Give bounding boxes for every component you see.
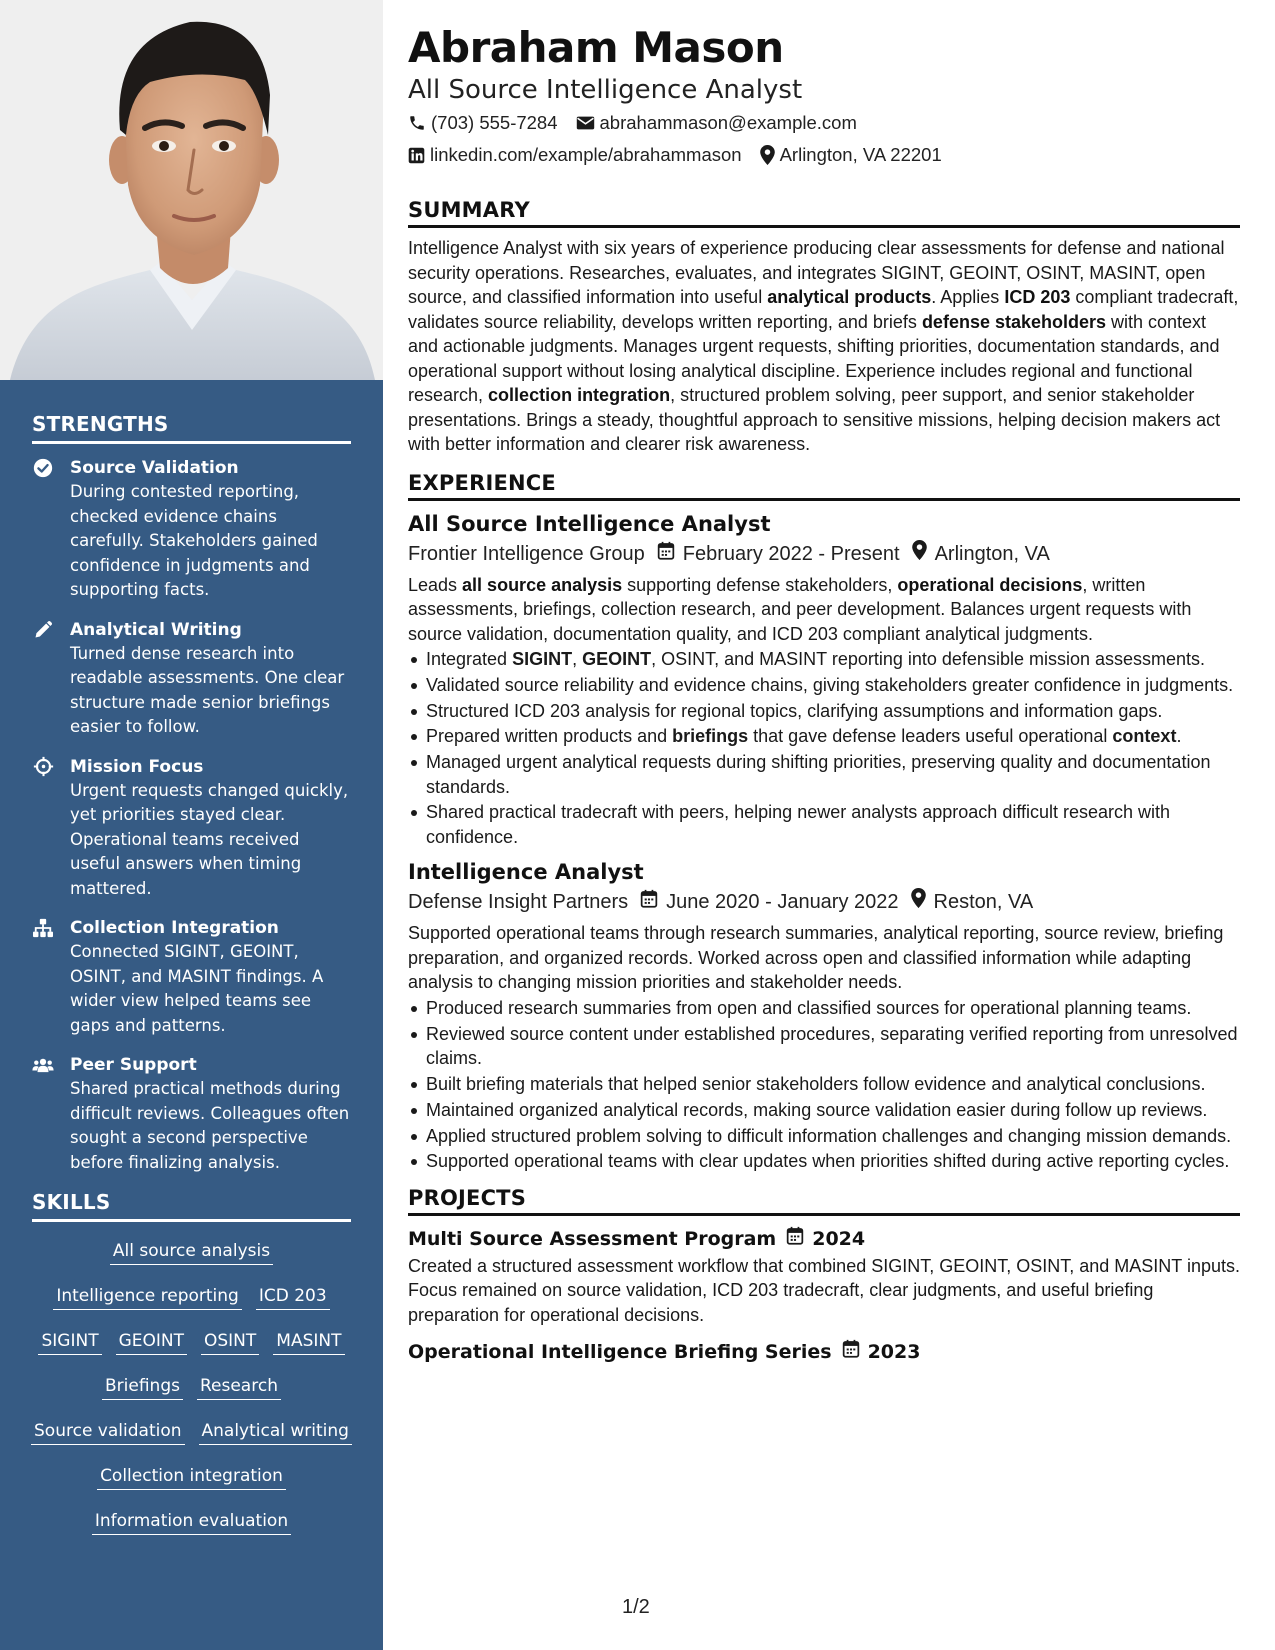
bullet-item: [408, 724, 1240, 749]
jobs-list: [408, 509, 1240, 1174]
text-run: Managed urgent analytical requests during shifting priorities, preserving quality and documentation standards.: [426, 752, 1211, 797]
phone-number: (703) 555-7284: [431, 112, 558, 133]
company-name: Frontier Intelligence Group: [408, 542, 645, 565]
bullet-item: [408, 750, 1240, 799]
summary-heading: SUMMARY: [408, 198, 1240, 228]
job-location: [912, 539, 1050, 569]
text-run: Structured ICD 203 analysis for regional topics, clarifying assumptions and information gaps.: [426, 700, 1163, 721]
skill-tag: SIGINT: [38, 1330, 101, 1355]
company-name: Defense Insight Partners: [408, 891, 629, 914]
text-run: Integrated: [426, 649, 513, 669]
profile-photo: [0, 0, 383, 380]
pencil-icon: [32, 619, 54, 641]
skill-row: [97, 1455, 286, 1500]
text-run: Produced research summaries from open and classified sources for operational planning teams.: [426, 997, 1192, 1018]
map-pin-icon: [760, 145, 775, 165]
bullet-item: [408, 1098, 1240, 1123]
skill-tag: Research: [197, 1375, 281, 1400]
text-run: Leads: [408, 574, 463, 595]
bold-text: GEOINT: [582, 649, 652, 669]
text-run: compliant tradecraft, validates source reliability, develops written reporting, and briefs: [408, 287, 1239, 332]
strengths-heading: STRENGTHS: [32, 412, 351, 444]
email-address: abrahammason@example.com: [599, 112, 857, 133]
skill-tag: Source validation: [31, 1420, 185, 1445]
project-title: Operational Intelligence Briefing Series: [408, 1341, 832, 1364]
envelope-icon: [576, 115, 595, 131]
job-bullets: [408, 996, 1240, 1174]
skill-tag: Collection integration: [97, 1465, 286, 1490]
bold-text: defense stakeholders: [921, 311, 1107, 332]
skill-row: [53, 1275, 329, 1320]
linkedin-icon: [408, 147, 425, 164]
bullet-item: [408, 1124, 1240, 1149]
bullet-item: [408, 996, 1240, 1021]
bold-text: SIGINT: [512, 649, 573, 669]
skills-heading: SKILLS: [32, 1190, 351, 1222]
text-run: Intelligence Analyst with six years of experience producing clear assessments for defense and national security operations. Researches, evaluates, and integrates SIGINT, GEOINT, OSINT, MASINT, open source, and classified information into useful: [408, 238, 1225, 307]
project-header: [408, 1224, 1240, 1254]
sidebar: [0, 0, 383, 1650]
summary-text: [408, 236, 1240, 457]
text-run: Prepared written products and: [426, 726, 673, 747]
text-run: supporting defense stakeholders,: [622, 574, 898, 595]
check-circle-icon: [32, 457, 54, 479]
job-meta: [408, 539, 1240, 569]
strength-description: During contested reporting, checked evidence chains carefully. Stakeholders gained confidence in judgments and supporting facts.: [70, 482, 318, 599]
job-dates: [640, 887, 898, 917]
strength-item: [32, 916, 351, 1038]
skills-tags: [32, 1230, 351, 1545]
users-icon: [32, 1054, 54, 1076]
bold-text: analytical products: [767, 287, 932, 307]
project-year-text: 2023: [867, 1341, 921, 1364]
strength-description: Urgent requests changed quickly, yet priorities stayed clear. Operational teams received useful answers when timing mattered.: [70, 780, 349, 898]
text-run: , written assessments, briefings, collection research, and peer development. Balances urgent requests with source validation, documentation quality, and ICD 203 compliant analytical judgments.: [408, 574, 1192, 644]
text-run: , OSINT, and MASINT reporting into defensible mission assessments.: [651, 649, 1206, 669]
bold-text: collection integration: [488, 385, 671, 405]
text-run: , structured problem solving, peer support, and senior stakeholder presentations. Brings a steady, thoughtful approach to sensitive missions, helping decision makers act with better information and clearer risk awareness.: [408, 385, 1221, 454]
text-run: with context and actionable judgments. Manages urgent requests, shifting priorities, documentation standards, and operational support without losing analytical discipline. Experience includes regional and functional research,: [408, 311, 1220, 405]
bullet-item: [408, 647, 1240, 672]
skill-row: [31, 1410, 352, 1455]
strength-title: Collection Integration: [70, 918, 279, 938]
bullet-item: [408, 1149, 1240, 1174]
strength-description: Shared practical methods during difficult reviews. Colleagues often sought a second perspective before finalizing analysis.: [70, 1079, 350, 1172]
text-run: ,: [572, 649, 583, 669]
job-entry: [408, 857, 1240, 1173]
skill-tag: Analytical writing: [199, 1420, 352, 1445]
candidate-role: All Source Intelligence Analyst: [408, 75, 803, 105]
calendar-icon: [657, 539, 675, 569]
skill-row: [102, 1365, 281, 1410]
bold-text: all source analysis: [462, 574, 623, 595]
linkedin-url: linkedin.com/example/abrahammason: [430, 144, 742, 165]
job-dates-text: June 2020 - January 2022: [666, 891, 899, 914]
sidebar-content: [32, 412, 351, 1545]
skills-section: [32, 1190, 351, 1545]
skill-row: [38, 1320, 344, 1365]
strengths-list: [32, 456, 351, 1175]
summary-section: [408, 198, 1240, 457]
strength-item: [32, 456, 351, 603]
text-run: Shared practical tradecraft with peers, helping newer analysts approach difficult research with confidence.: [426, 802, 1171, 847]
job-entry: [408, 509, 1240, 850]
projects-section: [408, 1186, 1240, 1368]
project-title: Multi Source Assessment Program: [408, 1227, 777, 1250]
main-content: [408, 22, 1240, 1367]
skill-tag: GEOINT: [116, 1330, 187, 1355]
map-pin-icon: [912, 539, 927, 569]
skill-tag: MASINT: [273, 1330, 344, 1355]
projects-heading: PROJECTS: [408, 1186, 1240, 1216]
bullet-item: [408, 1022, 1240, 1071]
job-location-text: Arlington, VA: [934, 542, 1050, 565]
strength-item: [32, 1053, 351, 1175]
experience-heading: EXPERIENCE: [408, 471, 1240, 501]
job-intro: [408, 573, 1240, 647]
skill-tag: All source analysis: [110, 1240, 273, 1265]
job-title: Intelligence Analyst: [408, 860, 644, 885]
job-title: All Source Intelligence Analyst: [408, 511, 771, 536]
text-run: that gave defense leaders useful operational: [748, 726, 1113, 747]
project-entry: [408, 1224, 1240, 1328]
phone-icon: [408, 114, 426, 132]
bullet-item: [408, 699, 1240, 724]
strength-title: Analytical Writing: [70, 619, 242, 640]
portrait-illustration: [0, 0, 383, 380]
skill-tag: Intelligence reporting: [53, 1285, 242, 1310]
job-meta: [408, 887, 1240, 917]
skill-tag: Information evaluation: [92, 1510, 291, 1535]
bullet-item: [408, 800, 1240, 849]
text-run: Applied structured problem solving to difficult information challenges and changing mission demands.: [426, 1125, 1232, 1146]
location-contact: [760, 140, 942, 170]
text-run: Reviewed source content under established procedures, separating verified reporting from unresolved claims.: [426, 1023, 1238, 1069]
project-entry: [408, 1337, 1240, 1367]
project-description: Created a structured assessment workflow that combined SIGINT, GEOINT, OSINT, and MASINT inputs. Focus remained on source validation, ICD 203 tradecraft, clear judgments, and useful briefing preparation for operational decisions.: [408, 1255, 1240, 1325]
strength-description: Turned dense research into readable assessments. One clear structure made senior briefings easier to follow.: [70, 643, 345, 736]
strength-title: Peer Support: [70, 1055, 197, 1075]
experience-section: [408, 471, 1240, 1174]
strength-description: Connected SIGINT, GEOINT, OSINT, and MASINT findings. A wider view helped teams see gaps and patterns.: [70, 942, 324, 1035]
crosshair-icon: [32, 756, 54, 778]
skill-row: [92, 1500, 291, 1545]
map-pin-icon: [911, 887, 926, 917]
text-run: Maintained organized analytical records, making source validation easier during follow up reviews.: [426, 1099, 1208, 1120]
linkedin-contact[interactable]: [408, 140, 742, 170]
candidate-name: Abraham Mason: [408, 23, 784, 72]
project-year-text: 2024: [812, 1227, 866, 1250]
bullet-item: [408, 673, 1240, 698]
strength-item: [32, 618, 351, 740]
calendar-icon: [842, 1337, 860, 1367]
skill-row: [110, 1230, 273, 1275]
job-dates: [657, 539, 900, 569]
skill-tag: OSINT: [201, 1330, 259, 1355]
text-run: Supported operational teams with clear updates when priorities shifted during active reporting cycles.: [426, 1151, 1230, 1172]
strength-title: Mission Focus: [70, 756, 204, 777]
job-location-text: Reston, VA: [933, 891, 1034, 914]
calendar-icon: [786, 1224, 804, 1254]
text-run: Validated source reliability and evidence chains, giving stakeholders greater confidence in judgments.: [426, 674, 1234, 695]
projects-list: [408, 1224, 1240, 1368]
job-dates-text: February 2022 - Present: [682, 542, 900, 565]
skill-tag: ICD 203: [256, 1285, 330, 1310]
job-location: [911, 887, 1034, 917]
email-contact[interactable]: [576, 108, 857, 138]
text-run: . Applies: [931, 287, 1005, 307]
page-number: 1/2: [622, 1596, 650, 1618]
project-year: [842, 1337, 921, 1367]
bold-text: context: [1112, 726, 1177, 747]
calendar-icon: [640, 887, 658, 917]
bold-text: operational decisions: [897, 574, 1083, 595]
bullet-item: [408, 1072, 1240, 1097]
job-bullets: [408, 647, 1240, 849]
contact-row-1: [408, 108, 1240, 138]
text-run: Built briefing materials that helped senior stakeholders follow evidence and analytical conclusions.: [426, 1074, 1206, 1095]
text-run: .: [1176, 726, 1182, 747]
bold-text: briefings: [672, 726, 749, 747]
project-header: [408, 1337, 1240, 1367]
project-year: [786, 1224, 865, 1254]
strength-title: Source Validation: [70, 458, 239, 478]
location-text: Arlington, VA 22201: [779, 144, 942, 165]
phone-contact[interactable]: [408, 108, 558, 138]
strength-item: [32, 755, 351, 902]
job-intro: [408, 921, 1240, 995]
sitemap-icon: [32, 917, 54, 939]
contact-row-2: [408, 140, 1240, 170]
text-run: Supported operational teams through research summaries, analytical reporting, source review, briefing preparation, and organized records. Worked across open and classified information while adapting analysis to changing mission priorities and stakeholder needs.: [408, 923, 1224, 993]
bold-text: ICD 203: [1004, 287, 1071, 307]
skill-tag: Briefings: [102, 1375, 183, 1400]
